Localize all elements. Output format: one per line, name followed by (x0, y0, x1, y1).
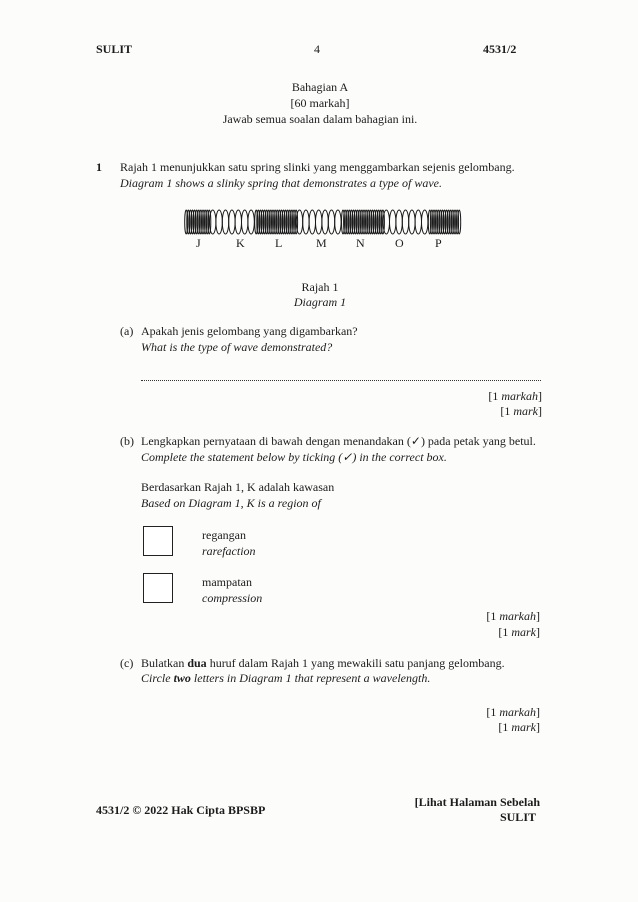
section-marks: [60 markah] (290, 96, 350, 110)
slinky-coil (458, 210, 461, 234)
slinky-coil (402, 210, 408, 234)
slinky-coil (303, 210, 309, 234)
slinky-coil (309, 210, 315, 234)
footer-next-page: [Lihat Halaman Sebelah (414, 795, 540, 809)
option-rarefaction-en: rarefaction (202, 544, 256, 558)
header-sulit: SULIT (96, 42, 133, 56)
diagram-label-k: K (236, 236, 245, 250)
slinky-coil (322, 210, 328, 234)
part-b-text-en: Complete the statement below by ticking (✓) in the correct box. (141, 450, 447, 464)
checkbox-compression[interactable] (143, 573, 173, 603)
part-b-statement-ms: Berdasarkan Rajah 1, K adalah kawasan (141, 480, 335, 494)
part-b-text-ms: Lengkapkan pernyataan di bawah dengan menandakan (✓) pada petak yang betul. (141, 434, 536, 448)
slinky-coil (409, 210, 415, 234)
slinky-coil (422, 210, 428, 234)
diagram-label-o: O (395, 236, 404, 250)
slinky-coil (328, 210, 334, 234)
part-c-marks-en: [1 mark] (498, 720, 540, 734)
part-a-marks-en: [1 mark] (500, 404, 542, 418)
slinky-spring-diagram (183, 208, 463, 236)
diagram-label-p: P (435, 236, 442, 250)
page-number: 4 (314, 42, 320, 56)
slinky-coil (390, 210, 396, 234)
diagram-caption-ms: Rajah 1 (301, 280, 339, 294)
part-c-marks-ms: [1 markah] (486, 705, 540, 719)
slinky-coil (316, 210, 322, 234)
option-compression-en: compression (202, 591, 263, 605)
slinky-coil (248, 210, 254, 234)
footer-copyright: 4531/2 © 2022 Hak Cipta BPSBP (96, 803, 266, 817)
slinky-coils (185, 210, 461, 234)
part-c-text-ms: Bulatkan dua huruf dalam Rajah 1 yang mewakili satu panjang gelombang. (141, 656, 505, 670)
part-a-text-en: What is the type of wave demonstrated? (141, 340, 333, 354)
answer-line[interactable] (141, 380, 541, 381)
slinky-coil (222, 210, 228, 234)
option-rarefaction-ms: regangan (202, 528, 246, 542)
slinky-coil (396, 210, 402, 234)
part-a-marks-ms: [1 markah] (488, 389, 542, 403)
slinky-coil (216, 210, 222, 234)
diagram-label-l: L (275, 236, 283, 250)
footer-sulit: SULIT (499, 810, 536, 824)
part-b-statement-en: Based on Diagram 1, K is a region of (141, 496, 321, 510)
question-number: 1 (96, 160, 102, 174)
slinky-coil (335, 210, 341, 234)
slinky-coil (415, 210, 421, 234)
part-c-label: (c) (120, 656, 134, 670)
part-a-label: (a) (120, 324, 134, 338)
section-title: Bahagian A (291, 80, 349, 94)
diagram-label-n: N (356, 236, 365, 250)
part-b-marks-en: [1 mark] (498, 625, 540, 639)
slinky-coil (242, 210, 248, 234)
question-stem-en: Diagram 1 shows a slinky spring that demonstrates a type of wave. (120, 176, 442, 190)
slinky-coil (235, 210, 241, 234)
header-paper-code: 4531/2 (483, 42, 517, 56)
section-instruction: Jawab semua soalan dalam bahagian ini. (222, 112, 418, 126)
checkbox-rarefaction[interactable] (143, 526, 173, 556)
diagram-label-j: J (196, 236, 201, 250)
part-b-label: (b) (120, 434, 134, 448)
question-stem-ms: Rajah 1 menunjukkan satu spring slinki yang menggambarkan sejenis gelombang. (120, 160, 515, 174)
diagram-label-m: M (316, 236, 327, 250)
option-compression-ms: mampatan (202, 575, 252, 589)
part-c-text-en: Circle two letters in Diagram 1 that represent a wavelength. (141, 671, 431, 685)
diagram-caption-en: Diagram 1 (293, 295, 347, 309)
part-b-marks-ms: [1 markah] (486, 609, 540, 623)
part-a-text-ms: Apakah jenis gelombang yang digambarkan? (141, 324, 358, 338)
slinky-coil (229, 210, 235, 234)
